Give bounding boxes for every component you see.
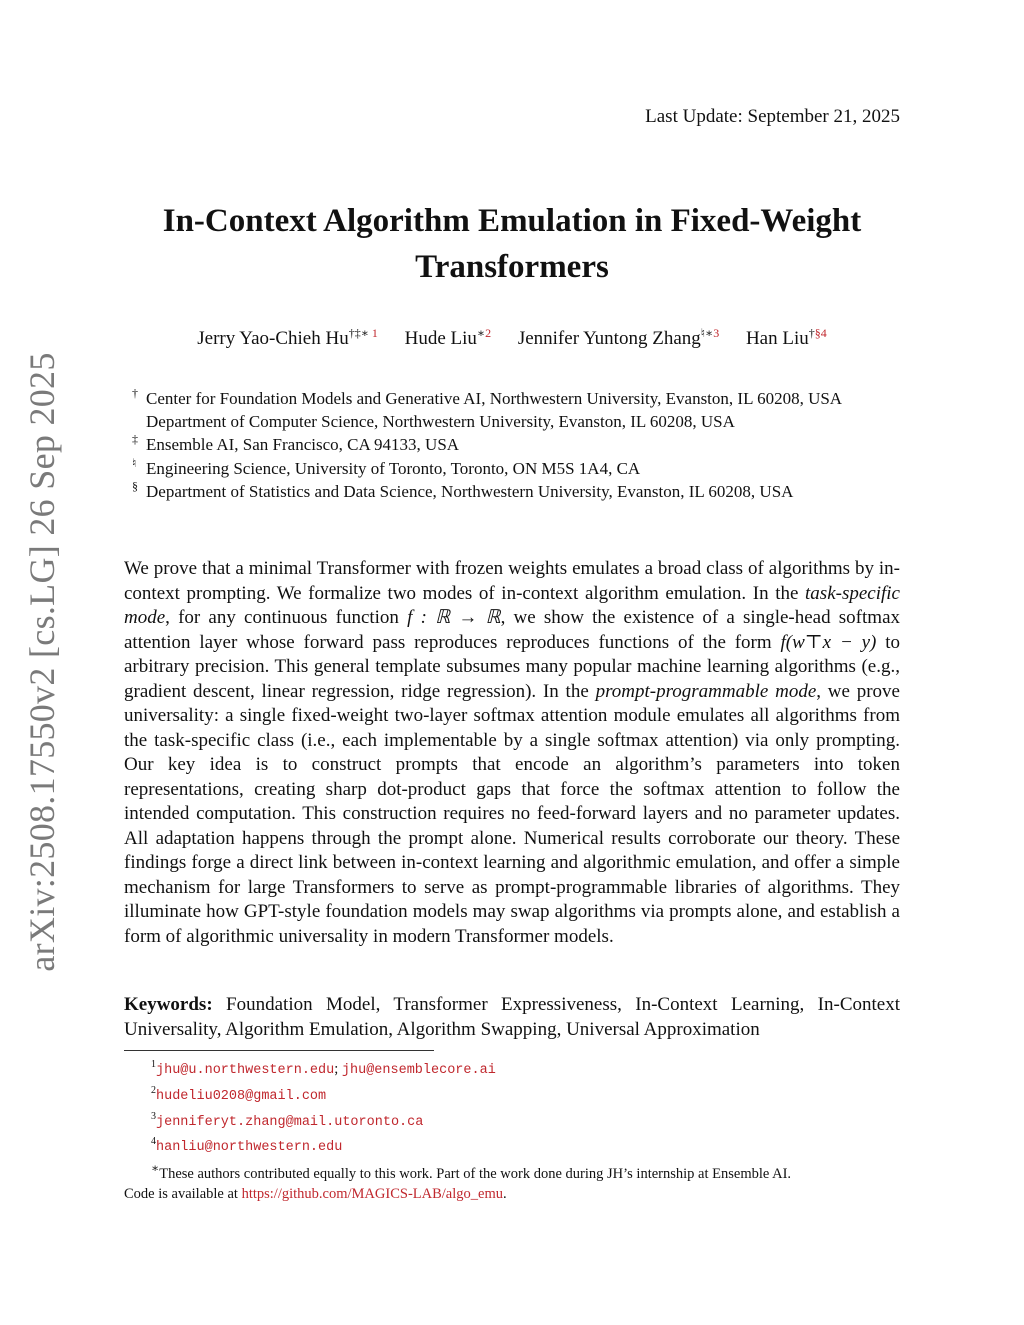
footnote: $^3$jenniferyt.zhang@mail.utoronto.ca bbox=[151, 1110, 424, 1130]
affiliation: † Center for Foundation Models and Generative AI, Northwestern University, Evanston, IL 60208, USA bbox=[132, 386, 843, 408]
footnote-ref[interactable]: 1 bbox=[371, 326, 378, 340]
footnote: $^2$hudeliu0208@gmail.com bbox=[151, 1084, 327, 1104]
footnote-ref[interactable]: 3 bbox=[713, 326, 720, 340]
email-link[interactable]: jhu@ensemblecore.ai bbox=[341, 1062, 496, 1078]
affiliation: ♮ Engineering Science, University of Toronto, Toronto, ON M5S 1A4, CA bbox=[132, 455, 641, 478]
keywords bbox=[124, 993, 900, 1042]
abstract: We prove that a minimal Transformer with frozen weights emulates a broad class of algorithms by in-context prompting. We formalize two modes of in-context algorithm emulation. In the task-specific mode, for any continuous function f : ℝ → ℝ, we show the existence of a single-head softmax attention layer whose forward pass reproduces reproduces functions of the form f(w⊤x − y) to arbitrary precision. This general template subsumes many popular machine learning algorithms (e.g., gradient descent, linear regression, ridge regression). In the prompt-programmable mode, we prove universality: a single fixed-weight two-layer softmax attention module emulates all algorithms from the task-specific class (i.e., each implementable by a single softmax attention) via only prompting. Our key idea is to construct prompts that encode an algorithm’s parameters into token representations, creating sharp dot-product gaps that force the softmax attention to follow the intended computation. This construction requires no feed-forward layers and no parameter updates. All adaptation happens through the prompt alone. Numerical results corroborate our theory. These findings forge a direct link between in-context learning and algorithmic emulation, and offer a simple mechanism for large Transformers to serve as prompt-programmable libraries of algorithms. They illuminate how GPT-style foundation models may swap algorithms via prompts alone, and establish a form of algorithmic universality in modern Transformer models. bbox=[124, 558, 900, 947]
affiliation: Department of Computer Science, Northwestern University, Evanston, IL 60208, USA bbox=[146, 412, 735, 432]
email-link[interactable]: jenniferyt.zhang@mail.utoronto.ca bbox=[156, 1114, 424, 1130]
author: Jerry Yao-Chieh Hu†‡∗ $^1$ bbox=[197, 326, 378, 349]
keywords-label: Keywords: bbox=[124, 994, 213, 1015]
math-expression: f(w⊤x − y) bbox=[780, 631, 877, 653]
author-marks: † bbox=[808, 326, 815, 340]
affiliation: ‡ Ensemble AI, San Francisco, CA 94133, USA bbox=[132, 432, 460, 455]
author: Han Liu$^{\dagger\S 4}$ bbox=[745, 326, 827, 349]
math-expression: f : ℝ → ℝ bbox=[407, 607, 501, 628]
keywords-text: Foundation Model, Transformer Expressiveness, In-Context Learning, In-Context Universality, Algorithm Emulation, Algorithm Swapping, Universal Approximation bbox=[124, 994, 900, 1040]
author-marks: †‡∗ bbox=[348, 326, 369, 340]
title-line-1: In-Context Algorithm Emulation in Fixed-Weight bbox=[162, 203, 862, 239]
paper-title bbox=[124, 198, 900, 290]
footnote-ref[interactable]: §4 bbox=[814, 326, 827, 340]
author: Jennifer Yuntong Zhang$^{♮∗3}$ bbox=[517, 326, 720, 349]
email-link[interactable]: jhu@u.northwestern.edu bbox=[156, 1062, 335, 1078]
author-list bbox=[124, 326, 900, 350]
affiliations bbox=[132, 387, 842, 503]
footnote-divider bbox=[124, 1050, 434, 1051]
author-marks: ♮∗ bbox=[700, 326, 714, 340]
footnotes bbox=[124, 1055, 900, 1204]
footnote-ref[interactable]: 2 bbox=[485, 326, 492, 340]
code-link[interactable]: https://github.com/MAGICS-LAB/algo_emu bbox=[241, 1186, 503, 1203]
footnote: $^4$hanliu@northwestern.edu bbox=[151, 1136, 343, 1156]
footnote: ∗These authors contributed equally to this work. Part of the work done during JH’s internship at Ensemble AI. Code is available at https://github.com/MAGICS-LAB/algo_emu. bbox=[124, 1161, 792, 1203]
arxiv-identifier: arXiv:2508.17550v2 [cs.LG] 26 Sep 2025 bbox=[22, 352, 62, 972]
email-link[interactable]: hanliu@northwestern.edu bbox=[156, 1140, 343, 1156]
email-link[interactable]: hudeliu0208@gmail.com bbox=[156, 1088, 327, 1104]
author-marks: ∗ bbox=[476, 326, 486, 340]
footnote: $^1$jhu@u.northwestern.edu; jhu@ensemblecore.ai bbox=[151, 1059, 496, 1078]
title-line-2: Transformers bbox=[415, 249, 609, 285]
last-update: Last Update: September 21, 2025 bbox=[645, 106, 900, 127]
author: Hude Liu$^{∗2}$ bbox=[404, 326, 492, 349]
affiliation: § Department of Statistics and Data Science, Northwestern University, Evanston, IL 60208, USA bbox=[132, 478, 794, 501]
